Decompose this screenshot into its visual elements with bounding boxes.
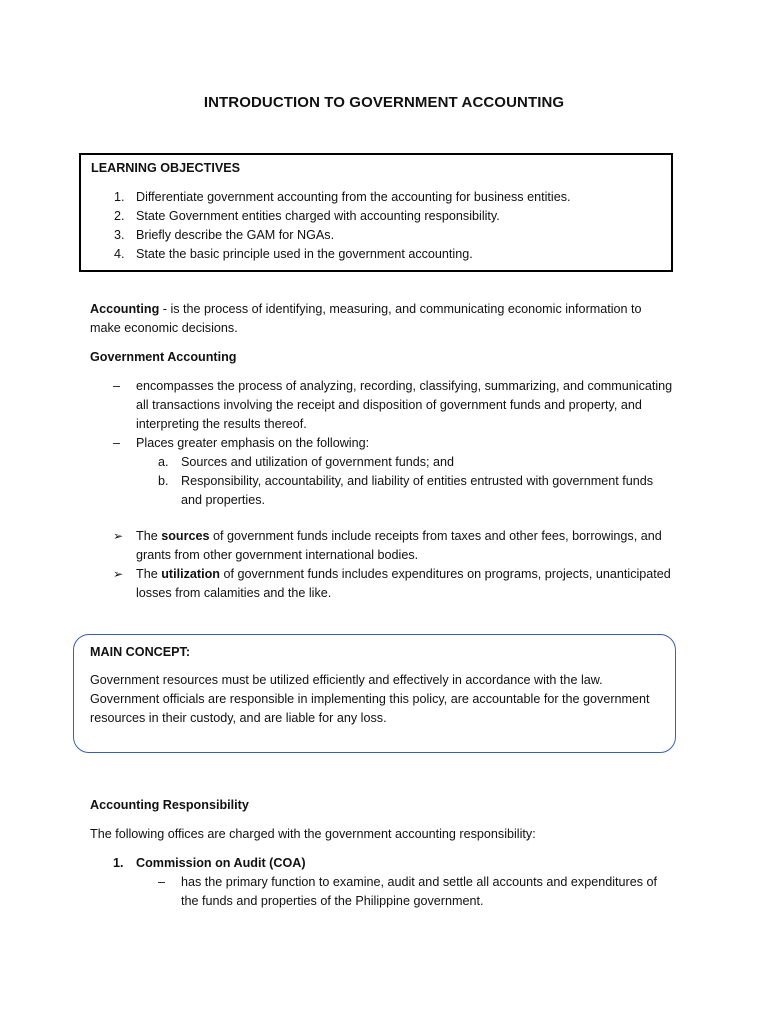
- objective-item: [81, 207, 571, 226]
- arrow-bullet-icon: ➢: [113, 567, 124, 581]
- utilization-bullet: [136, 565, 671, 584]
- accounting-term: Accounting: [90, 302, 160, 316]
- objective-number: 3.: [114, 228, 125, 242]
- dash-bullet: –: [113, 379, 121, 393]
- utilization-pre: The: [136, 567, 162, 581]
- objective-number: 4.: [114, 247, 125, 261]
- office-description: the funds and properties of the Philippine government.: [181, 894, 484, 908]
- learning-objectives-list: [81, 188, 571, 264]
- main-concept-box: [73, 634, 676, 753]
- objective-number: 2.: [114, 209, 125, 223]
- sub-item-text: Responsibility, accountability, and liability of entities entrusted with government funds: [181, 474, 654, 488]
- utilization-term: utilization: [161, 567, 220, 581]
- main-concept-line: resources in their custody, and are liable for any loss.: [90, 711, 387, 725]
- office-title: Commission on Audit (COA): [136, 856, 306, 870]
- sources-text: of government funds include receipts from taxes and other fees, borrowings, and: [209, 529, 662, 543]
- dash-bullet: –: [158, 875, 166, 889]
- objective-item: [81, 245, 571, 264]
- gov-accounting-bullet-line: all transactions involving the receipt and disposition of government funds and property, and: [136, 398, 642, 412]
- gov-accounting-bullet-line: Places greater emphasis on the following:: [136, 436, 370, 450]
- sources-bullet: [136, 527, 662, 546]
- main-concept-body: [90, 671, 670, 728]
- accounting-definition-text: - is the process of identifying, measuring, and communicating economic information to: [159, 302, 642, 316]
- dash-bullet: –: [113, 436, 121, 450]
- accounting-definition-text-2: make economic decisions.: [90, 321, 238, 335]
- learning-objectives-box: [79, 153, 673, 272]
- objective-text: State the basic principle used in the government accounting.: [136, 247, 473, 261]
- office-description: has the primary function to examine, audit and settle all accounts and expenditures of: [181, 875, 658, 889]
- sources-term: sources: [161, 529, 210, 543]
- main-concept-line: Government resources must be utilized efficiently and effectively in accordance with the law.: [90, 673, 603, 687]
- accounting-definition: [90, 300, 642, 319]
- sub-item-text: and properties.: [181, 493, 266, 507]
- sub-item-label: a.: [158, 455, 169, 469]
- objective-text: State Government entities charged with accounting responsibility.: [136, 209, 500, 223]
- main-concept-heading: MAIN CONCEPT:: [90, 645, 191, 659]
- objective-number: 1.: [114, 190, 125, 204]
- sources-text-2: grants from other government international bodies.: [136, 548, 419, 562]
- main-concept-line: Government officials are responsible in implementing this policy, are accountable for the government: [90, 692, 650, 706]
- accounting-responsibility-heading: Accounting Responsibility: [90, 798, 249, 812]
- sub-item-label: b.: [158, 474, 169, 488]
- learning-objectives-heading: LEARNING OBJECTIVES: [91, 161, 241, 175]
- accounting-responsibility-intro: The following offices are charged with the government accounting responsibility:: [90, 827, 536, 841]
- government-accounting-heading: Government Accounting: [90, 350, 237, 364]
- objective-text: Briefly describe the GAM for NGAs.: [136, 228, 335, 242]
- gov-accounting-bullet-line: encompasses the process of analyzing, recording, classifying, summarizing, and communicating: [136, 379, 673, 393]
- sub-item-text: Sources and utilization of government funds; and: [181, 455, 455, 469]
- objective-item: [81, 226, 571, 245]
- office-number: 1.: [113, 856, 124, 870]
- gov-accounting-bullet-line: interpreting the results thereof.: [136, 417, 307, 431]
- document-title: INTRODUCTION TO GOVERNMENT ACCOUNTING: [203, 94, 565, 111]
- utilization-text-2: losses from calamities and the like.: [136, 586, 332, 600]
- objective-item: [81, 188, 571, 207]
- arrow-bullet-icon: ➢: [113, 529, 124, 543]
- sources-pre: The: [136, 529, 162, 543]
- utilization-text: of government funds includes expenditures on programs, projects, unanticipated: [219, 567, 671, 581]
- objective-text: Differentiate government accounting from the accounting for business entities.: [136, 190, 571, 204]
